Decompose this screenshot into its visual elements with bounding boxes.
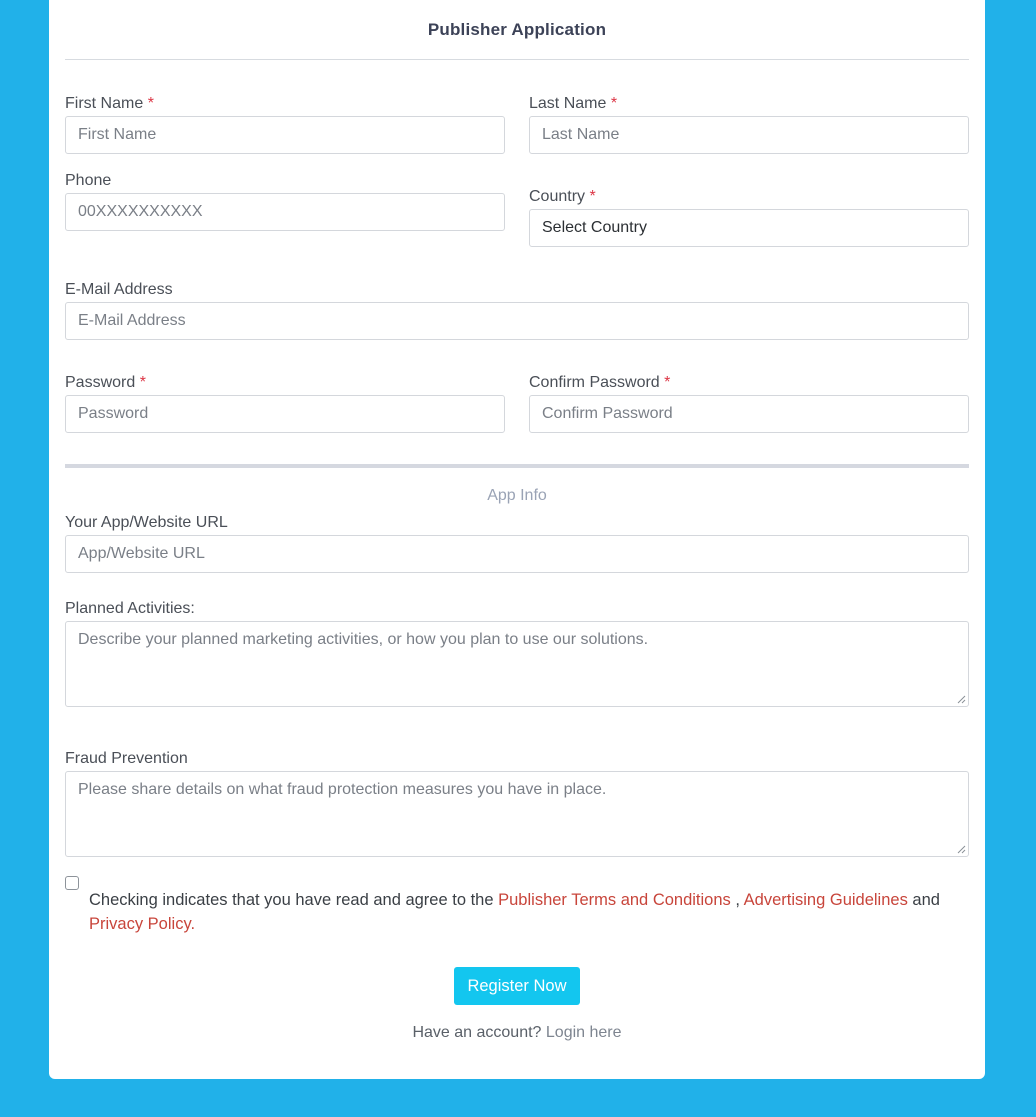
register-button[interactable]: Register Now	[454, 967, 580, 1005]
email-label: E-Mail Address	[65, 281, 173, 298]
app-url-input[interactable]: App/Website URL	[65, 535, 969, 573]
confirm-password-label: Confirm Password *	[529, 374, 671, 391]
required-marker: *	[610, 95, 618, 112]
last-name-label: Last Name *	[529, 95, 618, 112]
app-info-heading: App Info	[487, 487, 547, 504]
terms-link[interactable]: Publisher Terms and Conditions	[498, 891, 731, 909]
first-name-input[interactable]: First Name	[65, 116, 505, 154]
planned-activities-textarea[interactable]: Describe your planned marketing activities, or how you plan to use our solutions.	[65, 621, 969, 707]
password-input[interactable]: Password	[65, 395, 505, 433]
resize-grip-icon[interactable]	[957, 845, 966, 854]
registration-card	[49, 0, 985, 1079]
resize-grip-icon[interactable]	[957, 695, 966, 704]
login-prompt: Have an account? Login here	[412, 1024, 622, 1041]
app-url-label: Your App/Website URL	[65, 514, 228, 531]
planned-activities-label: Planned Activities:	[65, 600, 195, 617]
required-marker: *	[664, 374, 671, 391]
phone-label: Phone	[65, 172, 112, 189]
country-label: Country *	[529, 188, 596, 205]
agree-checkbox[interactable]	[65, 876, 79, 890]
password-label: Password *	[65, 374, 146, 391]
fraud-prevention-label: Fraud Prevention	[65, 750, 188, 767]
login-link[interactable]: Login here	[545, 1024, 622, 1041]
form-title: Publisher Application	[65, 0, 969, 60]
guidelines-link[interactable]: Advertising Guidelines	[743, 891, 908, 909]
country-select[interactable]: Select Country	[529, 209, 969, 247]
agreement-text: Checking indicates that you have read and agree to the Publisher Terms and Conditions , Advertising Guidelines and Privacy Policy.	[89, 891, 940, 933]
privacy-link[interactable]: Privacy Policy.	[89, 915, 196, 933]
confirm-password-input[interactable]: Confirm Password	[529, 395, 969, 433]
required-marker: *	[589, 188, 596, 205]
email-input[interactable]: E-Mail Address	[65, 302, 969, 340]
last-name-input[interactable]: Last Name	[529, 116, 969, 154]
required-marker: *	[139, 374, 146, 391]
phone-input[interactable]: 00XXXXXXXXXX	[65, 193, 505, 231]
required-marker: *	[147, 95, 154, 112]
fraud-prevention-textarea[interactable]: Please share details on what fraud protection measures you have in place.	[65, 771, 969, 857]
first-name-label: First Name *	[65, 95, 154, 112]
section-divider	[65, 464, 969, 468]
